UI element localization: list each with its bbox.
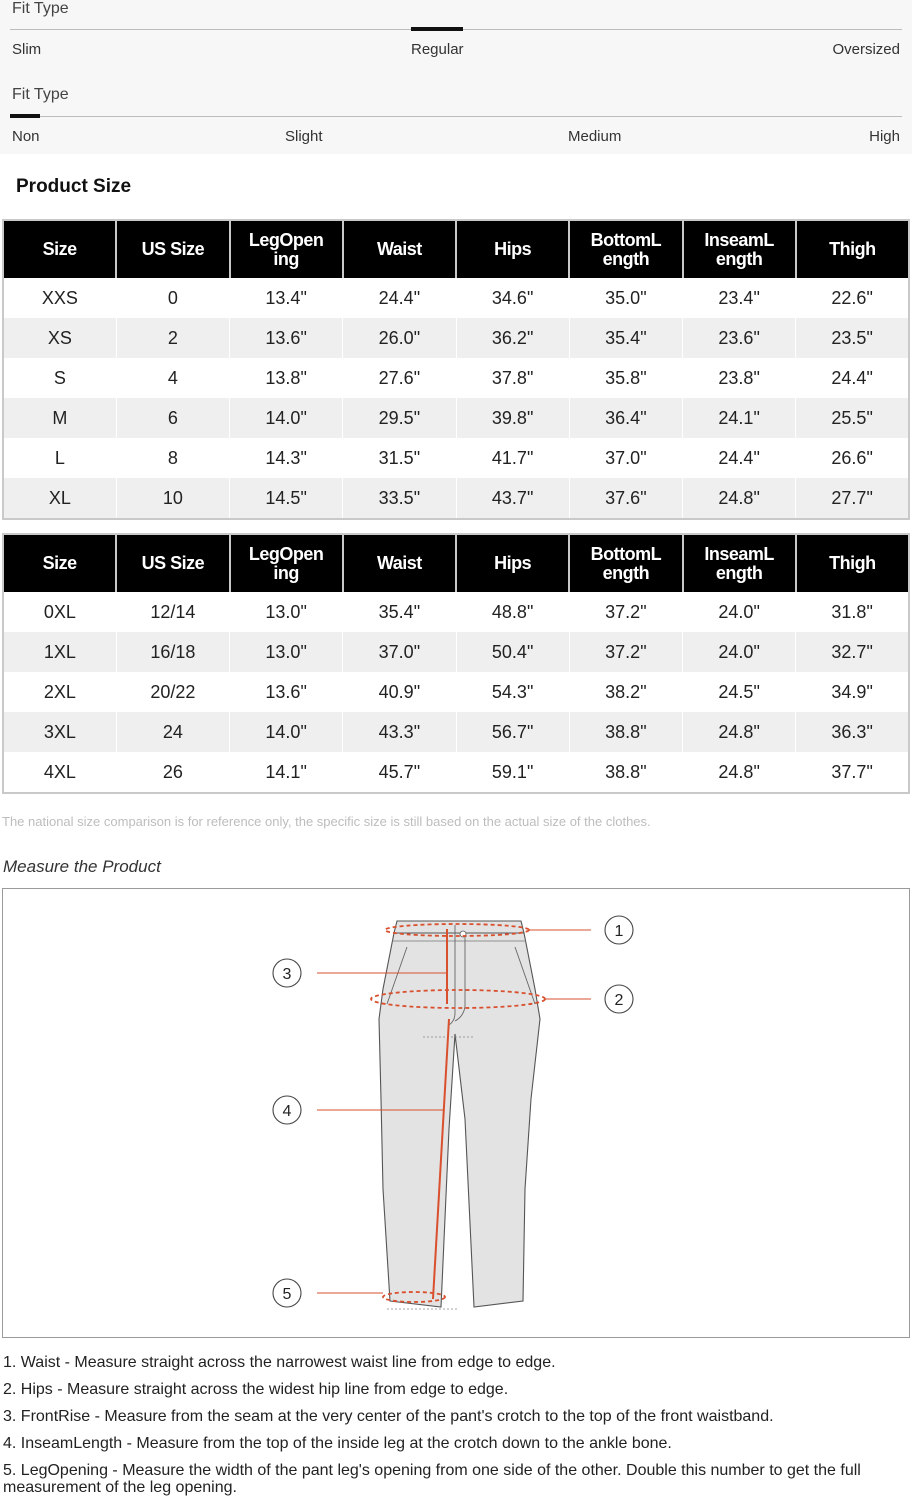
table-row [3,278,909,318]
table-cell: 14.3" [230,438,343,478]
table-cell: 34.6" [456,278,569,318]
measure-instructions [3,1354,909,1506]
table-cell: 13.0" [230,592,343,632]
table-cell: 38.8" [569,712,682,752]
table-cell: L [3,438,116,478]
table-cell: 41.7" [456,438,569,478]
table-cell: 13.6" [230,672,343,712]
table-cell: 23.8" [683,358,796,398]
table-cell: 8 [116,438,229,478]
table-cell: 59.1" [456,752,569,793]
table-cell: 37.6" [569,478,682,519]
table-cell: 23.5" [796,318,909,358]
table-cell: 13.8" [230,358,343,398]
size-table-plus [2,533,910,794]
table-cell: 24.4" [683,438,796,478]
table-cell: 54.3" [456,672,569,712]
column-header: LegOpen ing [230,534,343,592]
table-cell: 32.7" [796,632,909,672]
table-cell: 13.0" [230,632,343,672]
callout-5-label: 5 [282,1286,292,1303]
column-header: Hips [456,534,569,592]
table-row [3,632,909,672]
callout-2-label: 2 [614,992,624,1009]
column-header: InseamL ength [683,220,796,278]
table-cell: 56.7" [456,712,569,752]
table-cell: XS [3,318,116,358]
table-cell: 37.2" [569,592,682,632]
table-cell: XL [3,478,116,519]
table-cell: 4 [116,358,229,398]
fit-type-panel [0,0,912,154]
table-row [3,478,909,519]
table-cell: 37.7" [796,752,909,793]
table-cell: 26 [116,752,229,793]
callout-3 [273,959,301,987]
table-row [3,318,909,358]
table-cell: 31.8" [796,592,909,632]
table-cell: 24.5" [683,672,796,712]
fit-type-title-2: Fit Type [12,86,69,103]
column-header: BottomL ength [569,534,682,592]
table-cell: 35.4" [343,592,456,632]
table-cell: 43.3" [343,712,456,752]
table-cell: 38.8" [569,752,682,793]
table-cell: 14.1" [230,752,343,793]
callout-4-label: 4 [282,1103,292,1120]
size-note: The national size comparison is for reference only, the specific size is still based on the actual size of the clothes. [2,814,651,829]
table-cell: 24 [116,712,229,752]
callout-2 [605,985,633,1013]
table-cell: 14.0" [230,398,343,438]
table-cell: 45.7" [343,752,456,793]
table-row [3,592,909,632]
pants-diagram [3,889,909,1337]
fit-selected-marker [411,27,463,31]
column-header: BottomL ength [569,220,682,278]
instruction-hips: 2. Hips - Measure straight across the widest hip line from edge to edge. [3,1381,509,1398]
column-header: LegOpen ing [230,220,343,278]
instruction-leg-opening: 5. LegOpening - Measure the width of the pant leg's opening from one side of the other. Double this number to get the full measurement of the leg opening. [3,1462,861,1496]
fit-selected-marker-2 [10,114,40,118]
table-cell: 27.7" [796,478,909,519]
fit-label-medium: Medium [568,128,622,145]
product-size-title: Product Size [16,176,132,197]
fit-scale-line-2 [10,116,902,117]
callout-4 [273,1096,301,1124]
table-cell: 24.8" [683,712,796,752]
table-row [3,438,909,478]
table-cell: 14.0" [230,712,343,752]
table-cell: 33.5" [343,478,456,519]
table-cell: 24.8" [683,752,796,793]
instruction-waist: 1. Waist - Measure straight across the narrowest waist line from edge to edge. [3,1354,556,1371]
table-cell: 37.2" [569,632,682,672]
table-cell: 25.5" [796,398,909,438]
table-cell: S [3,358,116,398]
table-cell: 13.4" [230,278,343,318]
fit-label-non: Non [12,128,40,145]
table-cell: 35.0" [569,278,682,318]
fit-label-slim: Slim [12,41,42,58]
table-cell: 24.4" [796,358,909,398]
fit-label-slight: Slight [285,128,323,145]
table-cell: 36.3" [796,712,909,752]
fit-label-oversized: Oversized [832,41,900,58]
table-cell: 2XL [3,672,116,712]
table-cell: 34.9" [796,672,909,712]
table-cell: 43.7" [456,478,569,519]
fit-label-regular: Regular [411,41,464,58]
table-cell: 12/14 [116,592,229,632]
table-cell: 36.2" [456,318,569,358]
table-cell: 13.6" [230,318,343,358]
table-row [3,672,909,712]
table-cell: 35.8" [569,358,682,398]
callout-1 [605,916,633,944]
table-cell: 31.5" [343,438,456,478]
table-cell: 39.8" [456,398,569,438]
fit-type-title: Fit Type [12,0,69,17]
table-row [3,358,909,398]
table-cell: 2 [116,318,229,358]
table-cell: M [3,398,116,438]
table-cell: 23.6" [683,318,796,358]
table-cell: 3XL [3,712,116,752]
table-cell: 10 [116,478,229,519]
table-cell: 4XL [3,752,116,793]
table-cell: 29.5" [343,398,456,438]
table-cell: 26.6" [796,438,909,478]
measure-title: Measure the Product [3,857,161,876]
table-cell: 24.0" [683,632,796,672]
instruction-front-rise: 3. FrontRise - Measure from the seam at the very center of the pant's crotch to the top of the front waistband. [3,1408,774,1425]
table-cell: 24.8" [683,478,796,519]
column-header: Thigh [796,534,909,592]
callout-5 [273,1279,301,1307]
table-cell: 1XL [3,632,116,672]
table-cell: 35.4" [569,318,682,358]
column-header: US Size [116,534,229,592]
table-cell: 36.4" [569,398,682,438]
column-header: InseamL ength [683,534,796,592]
instruction-inseam: 4. InseamLength - Measure from the top of the inside leg at the crotch down to the ankle bone. [3,1435,672,1452]
table-cell: 6 [116,398,229,438]
table-cell: 24.1" [683,398,796,438]
table-cell: 0 [116,278,229,318]
column-header: Thigh [796,220,909,278]
callout-1-label: 1 [614,923,624,940]
table-cell: 24.0" [683,592,796,632]
table-cell: 24.4" [343,278,456,318]
table-row [3,712,909,752]
callout-3-label: 3 [282,966,292,983]
table-cell: 20/22 [116,672,229,712]
table-cell: 37.8" [456,358,569,398]
column-header: US Size [116,220,229,278]
table-cell: 14.5" [230,478,343,519]
column-header: Waist [343,534,456,592]
fit-label-high: High [869,128,900,145]
column-header: Hips [456,220,569,278]
table-cell: 40.9" [343,672,456,712]
table-row [3,752,909,793]
table-cell: 0XL [3,592,116,632]
size-table-regular [2,219,910,520]
table-cell: XXS [3,278,116,318]
table-row [3,398,909,438]
table-cell: 23.4" [683,278,796,318]
table-cell: 22.6" [796,278,909,318]
table-cell: 37.0" [343,632,456,672]
table-cell: 50.4" [456,632,569,672]
measure-diagram [2,888,910,1338]
table-cell: 48.8" [456,592,569,632]
pants-outline [379,921,540,1307]
table-cell: 26.0" [343,318,456,358]
column-header: Size [3,534,116,592]
column-header: Waist [343,220,456,278]
table-cell: 27.6" [343,358,456,398]
table-cell: 37.0" [569,438,682,478]
table-cell: 38.2" [569,672,682,712]
column-header: Size [3,220,116,278]
table-cell: 16/18 [116,632,229,672]
